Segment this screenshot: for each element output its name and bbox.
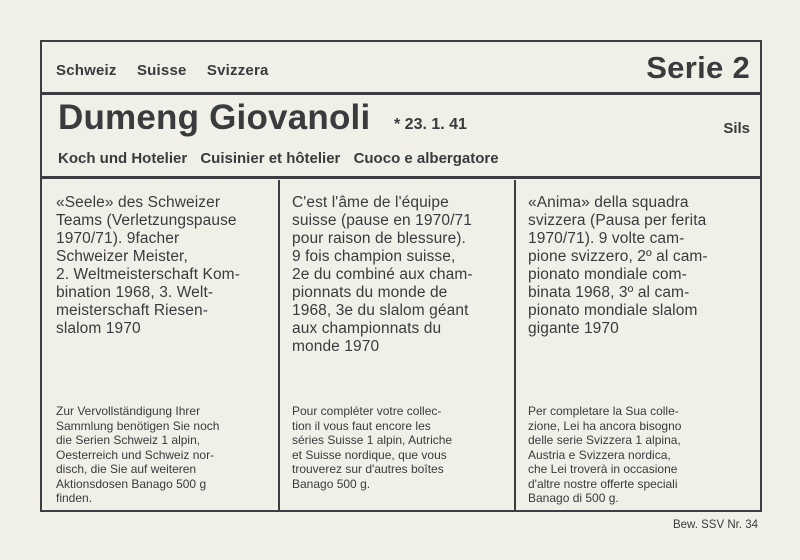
profession-list — [58, 150, 508, 167]
column-italian — [516, 180, 760, 510]
collection-note-it: Per completare la Sua colle- zione, Lei ha ancora bisogno delle serie Svizzera 1 alpina, Austria e Svizzera nordica, che Lei troverà in occasione d'altre nostre offerte speciali Banago di 500 g. — [528, 404, 682, 505]
athlete-name: Dumeng Giovanoli — [58, 98, 371, 137]
profession-fr: Cuisinier et hôtelier — [200, 150, 341, 167]
collection-note-de: Zur Vervollständigung Ihrer Sammlung benötigen Sie noch die Serien Schweiz 1 alpin, Oesterreich und Schweiz nor- disch, die Sie auf weiteren Aktionsdosen Banago 500 g finden. — [56, 404, 220, 505]
approval-code: Bew. SSV Nr. 34 — [672, 519, 758, 531]
column-french — [280, 180, 516, 510]
profession-de: Koch und Hotelier — [58, 150, 188, 167]
series-label: Serie 2 — [646, 50, 750, 85]
language-it: Svizzera — [206, 62, 269, 79]
profession-it: Cuoco e albergatore — [353, 150, 499, 167]
header-divider — [42, 176, 760, 179]
bio-text-de: «Seele» des Schweizer Teams (Verletzungspause 1970/71). 9facher Schweizer Meister, 2. Weltmeisterschaft Kom- bination 1968, 3. Welt- meisterschaft Riesen- slalom 1970 — [56, 194, 240, 337]
column-german — [42, 180, 280, 510]
language-fr: Suisse — [136, 62, 187, 79]
language-de: Schweiz — [56, 62, 117, 79]
athlete-birthdate: * 23. 1. 41 — [394, 116, 467, 133]
collection-note-fr: Pour compléter votre collec- tion il vous faut encore les séries Suisse 1 alpin, Autriche et Suisse nordique, que vous trouverez sur d'autres boîtes Banago 500 g. — [292, 404, 453, 491]
card-frame — [40, 40, 762, 512]
language-list — [56, 62, 285, 79]
header-row — [42, 42, 760, 95]
bio-text-it: «Anima» della squadra svizzera (Pausa per ferita 1970/71). 9 volte cam- pione svizzero, 2º al cam- pionato mondiale com- binata 1968, 3º al cam- pionato mondiale slalom gigante 1970 — [528, 194, 708, 337]
bio-text-fr: C'est l'âme de l'équipe suisse (pause en 1970/71 pour raison de blessure). 9 fois champion suisse, 2e du combiné aux cham- pionnats du monde de 1968, 3e du slalom géant aux championnats du monde 1970 — [292, 194, 473, 355]
athlete-hometown: Sils — [723, 120, 750, 137]
